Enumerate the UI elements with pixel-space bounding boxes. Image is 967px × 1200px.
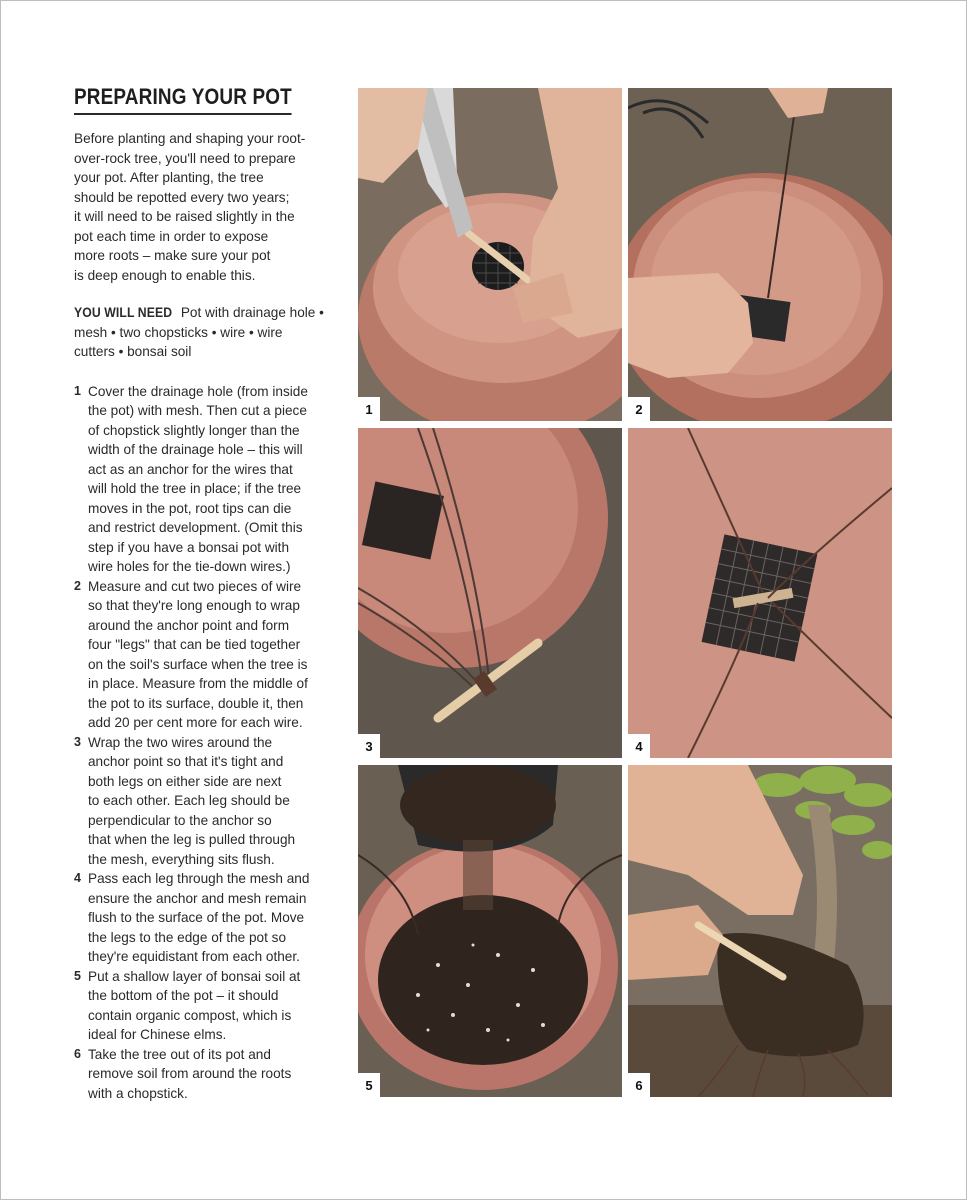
photo-step-5 (358, 765, 622, 1097)
photo-number-label: 5 (358, 1073, 380, 1097)
step-item (74, 577, 326, 733)
intro-paragraph: Before planting and shaping your root- over-rock tree, you'll need to prepare your pot. After planting, the tree should be repotted every two years; it will need to be raised slightly in the pot each time in order to expose more roots – make sure your pot is deep enough to enable this. (74, 131, 306, 283)
photo-5-image (358, 765, 622, 1097)
photo-step-1 (358, 88, 622, 421)
step-text: Measure and cut two pieces of wire so that they're long enough to wrap around the anchor point and form four "legs" that can be tied together on the soil's surface when the tree is in place. Measure from the middle of the pot to its surface, double it, then add 20 per cent more for each wire. (88, 578, 308, 730)
photo-6-image (628, 765, 892, 1097)
photo-number-label: 4 (628, 734, 650, 758)
photo-1-image (358, 88, 622, 421)
photo-4-image (628, 428, 892, 758)
photo-3-image (358, 428, 622, 758)
step-number: 4 (74, 871, 81, 885)
text-column (74, 84, 326, 1103)
photo-2-image (628, 88, 892, 421)
photo-step-2 (628, 88, 892, 421)
photo-number-label: 1 (358, 397, 380, 421)
step-text: Take the tree out of its pot and remove soil from around the roots with a chopstick. (88, 1046, 292, 1101)
photo-step-3 (358, 428, 622, 758)
step-text: Cover the drainage hole (from inside the pot) with mesh. Then cut a piece of chopstick slightly longer than the width of the drainage hole – this will act as an anchor for the wires that will hold the tree in place; if the tree moves in the pot, root tips can die and restrict development. (Omit this step if you have a bonsai pot with wire holes for the tie-down wires.) (88, 383, 308, 574)
photo-number-label: 2 (628, 397, 650, 421)
step-item (74, 967, 326, 1045)
steps-list (74, 382, 326, 1104)
step-item (74, 869, 326, 967)
step-number: 6 (74, 1046, 81, 1061)
step-number: 3 (74, 734, 81, 749)
step-number: 2 (74, 578, 81, 593)
step-text: Pass each leg through the mesh and ensure the anchor and mesh remain flush to the surface of the pot. Move the legs to the edge of the pot so they're equidistant from each other. (88, 871, 310, 964)
photo-number-label: 3 (358, 734, 380, 758)
step-text: Put a shallow layer of bonsai soil at the bottom of the pot – it should contain organic compost, which is ideal for Chinese elms. (88, 968, 301, 1042)
photo-number-label: 6 (628, 1073, 650, 1097)
photo-step-6 (628, 765, 892, 1097)
step-item (74, 733, 326, 870)
page-title: PREPARING YOUR POT (74, 84, 292, 115)
step-number: 1 (74, 383, 81, 398)
you-will-need (74, 303, 326, 362)
step-item (74, 1045, 326, 1104)
step-item (74, 382, 326, 577)
photo-step-4 (628, 428, 892, 758)
step-text: Wrap the two wires around the anchor point so that it's tight and both legs on either side are next to each other. Each leg should be perpendicular to the anchor so that when the leg is pulled through the mesh, everything sits flush. (88, 734, 296, 867)
you-will-need-label: YOU WILL NEED (74, 305, 173, 320)
step-number: 5 (74, 968, 81, 983)
you-will-need-items: Pot with drainage hole • mesh • two chopsticks • wire • wire cutters • bonsai soil (74, 305, 324, 359)
